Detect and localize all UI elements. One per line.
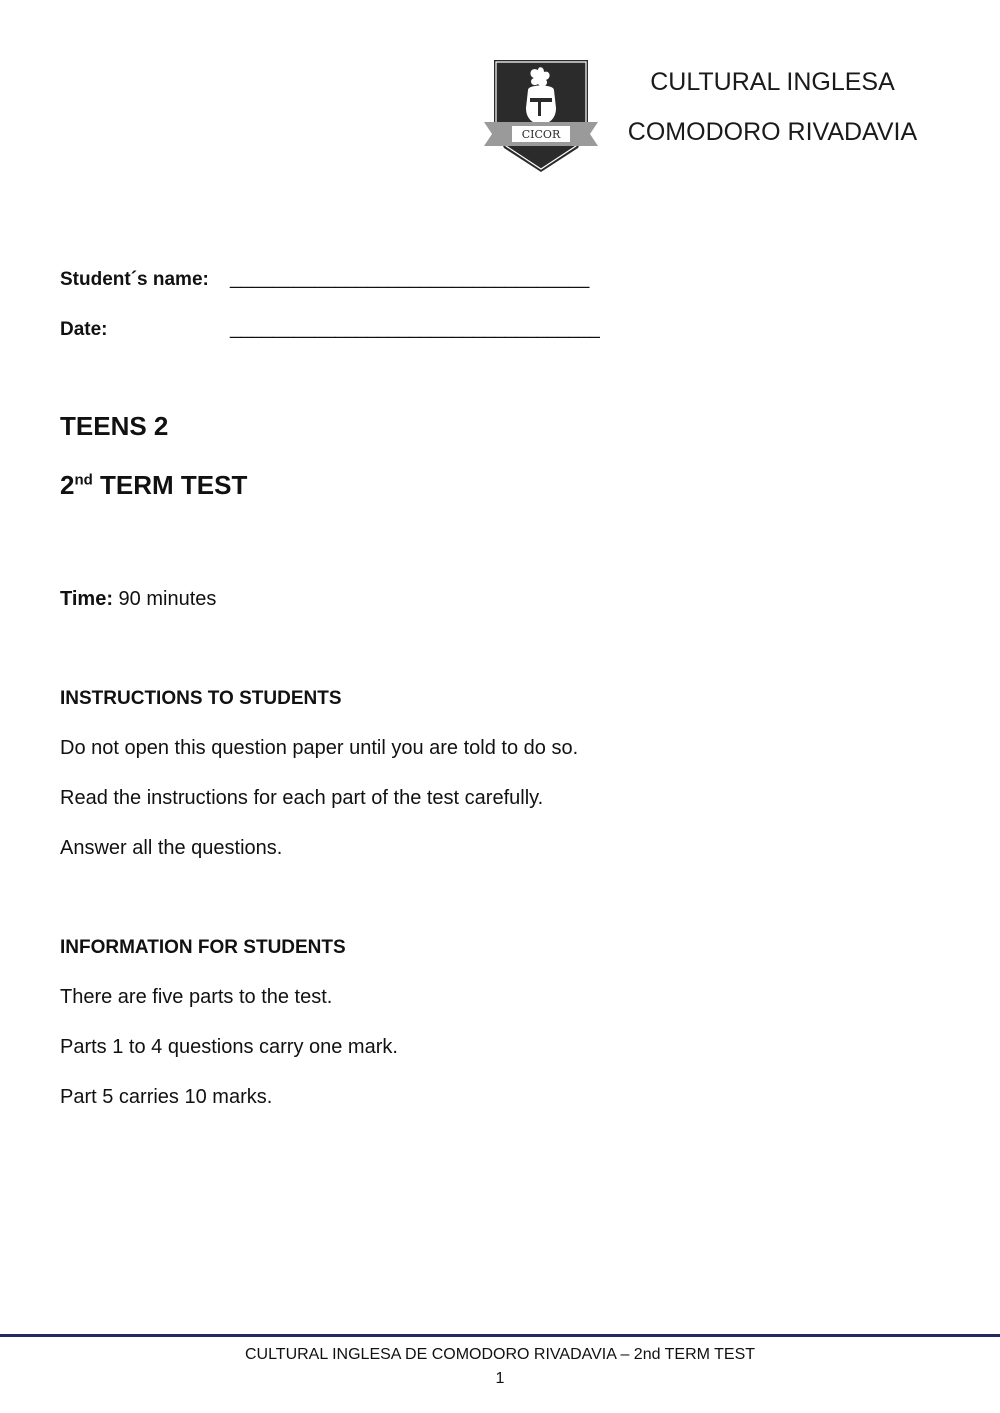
institution-name-line1: CULTURAL INGLESA	[650, 68, 895, 96]
information-heading: INFORMATION FOR STUDENTS	[60, 937, 346, 958]
instruction-item: Read the instructions for each part of the test carefully.	[60, 787, 544, 809]
information-item: There are five parts to the test.	[60, 986, 333, 1008]
instruction-item: Do not open this question paper until you are told to do so.	[60, 737, 579, 759]
test-title	[60, 470, 247, 501]
time-value: 90 minutes	[118, 588, 217, 610]
time-line	[60, 588, 216, 611]
footer-text: CULTURAL INGLESA DE COMODORO RIVADAVIA – 2nd TERM TEST	[244, 1346, 756, 1363]
student-name-label: Student´s name:	[60, 269, 209, 290]
instructions-heading: INSTRUCTIONS TO STUDENTS	[60, 688, 342, 709]
date-field[interactable]: ___________________________________	[230, 318, 600, 339]
footer-divider	[0, 1334, 1000, 1337]
institution-name-line2: COMODORO RIVADAVIA	[627, 118, 918, 146]
student-name-field[interactable]: __________________________________	[230, 268, 590, 289]
institution-logo	[482, 56, 600, 176]
logo-text: CICOR	[521, 128, 561, 141]
term-number: 2	[60, 470, 75, 500]
time-label: Time:	[60, 588, 113, 610]
date-label: Date:	[60, 319, 108, 340]
term-suffix: nd	[74, 471, 93, 489]
instruction-item: Answer all the questions.	[60, 837, 283, 859]
information-item: Part 5 carries 10 marks.	[60, 1086, 273, 1108]
page-number: 1	[495, 1370, 505, 1387]
term-rest: TERM TEST	[100, 470, 248, 500]
information-item: Parts 1 to 4 questions carry one mark.	[60, 1036, 398, 1058]
course-title: TEENS 2	[60, 411, 169, 441]
